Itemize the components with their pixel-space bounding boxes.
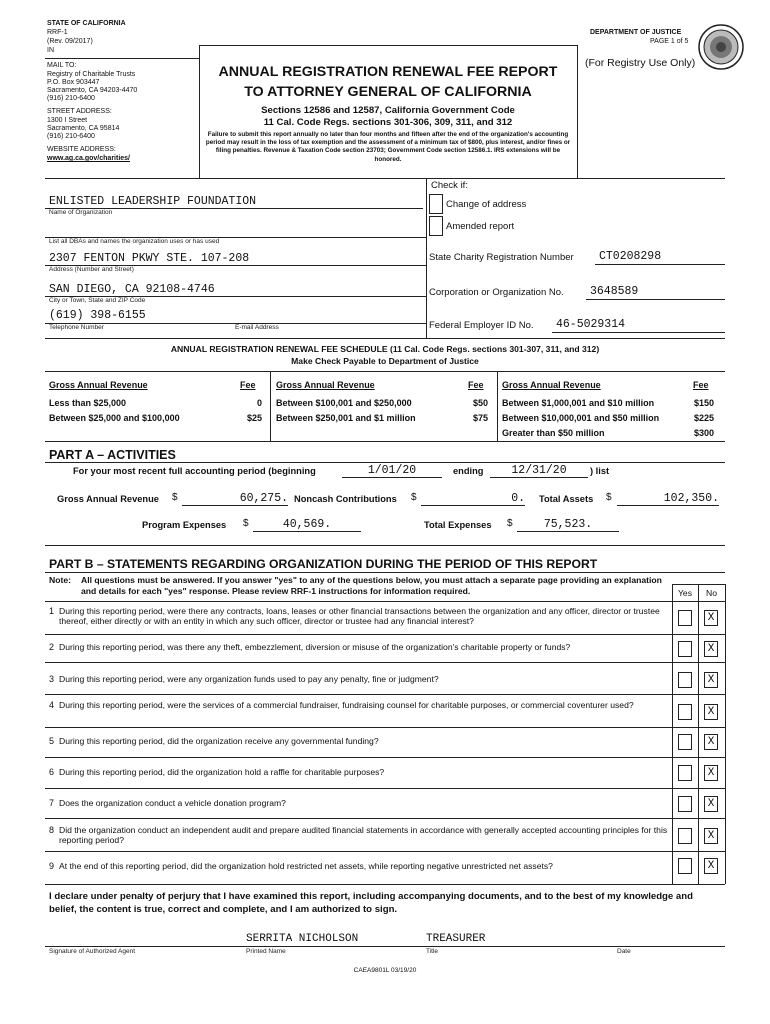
- total-assets-label: Total Assets: [539, 494, 594, 504]
- gross-revenue-label: Gross Annual Revenue: [57, 494, 159, 504]
- signature-label: Signature of Authorized Agent: [49, 948, 136, 955]
- no-header: No: [706, 588, 717, 598]
- org-name-label: Name of Organization: [49, 209, 113, 216]
- charity-reg-value[interactable]: CT0208298: [599, 250, 662, 263]
- sections-line2: 11 Cal. Code Regs. sections 301-306, 309, 311, and 312: [263, 117, 513, 128]
- change-address-checkbox[interactable]: [429, 194, 443, 214]
- email-label: E-mail Address: [235, 324, 279, 331]
- form-rev: (Rev. 09/2017): [47, 38, 93, 45]
- col-revenue-header: Gross Annual Revenue: [49, 380, 148, 390]
- fee-range: Between $25,000 and $100,000: [49, 413, 180, 423]
- street-label: STREET ADDRESS:: [47, 108, 112, 115]
- dollar-sign: $: [411, 492, 417, 503]
- org-name-value[interactable]: ENLISTED LEADERSHIP FOUNDATION: [49, 195, 257, 208]
- no-checkbox[interactable]: X: [704, 765, 718, 781]
- noncash-label: Noncash Contributions: [294, 494, 397, 504]
- schedule-title: ANNUAL REGISTRATION RENEWAL FEE SCHEDULE (11 Cal. Code Regs. sections 301-307, 311, and 312): [170, 344, 600, 354]
- phone-label: Telephone Number: [49, 324, 104, 331]
- form-title-line2: TO ATTORNEY GENERAL OF CALIFORNIA: [244, 84, 532, 100]
- filing-warning: Failure to submit this report annually no later than four months and fifteen after the end of the organization's accounting period may result in the loss of tax exemption and the assessment of a minimum tax of $800, plus interest, and/or fines or filing penalties. Revenue & Taxation Code section 23703; Government Code section 12586.1. IRS extensions will be honored.: [205, 131, 571, 163]
- period-end-field[interactable]: 12/31/20: [490, 464, 588, 478]
- no-checkbox[interactable]: X: [704, 641, 718, 657]
- fee-amount: $75: [472, 413, 488, 423]
- no-checkbox[interactable]: X: [704, 704, 718, 720]
- mail-line: (916) 210-6400: [47, 95, 95, 102]
- state-label: STATE OF CALIFORNIA: [47, 20, 126, 27]
- form-code: CAEA9801L 03/19/20: [353, 967, 417, 974]
- change-address-label: Change of address: [446, 199, 527, 210]
- mail-to-label: MAIL TO:: [47, 62, 77, 69]
- col-fee-header: Fee: [468, 380, 484, 390]
- question-text: During this reporting period, did the organization hold a raffle for charitable purposes?: [59, 767, 385, 777]
- fee-range: Between $10,000,001 and $50 million: [502, 413, 660, 423]
- corp-no-value[interactable]: 3648589: [590, 285, 639, 298]
- fee-amount: $50: [472, 398, 488, 408]
- question-number: 8: [49, 825, 55, 835]
- col-revenue-header: Gross Annual Revenue: [502, 380, 601, 390]
- col-fee-header: Fee: [240, 380, 256, 390]
- question-number: 1: [49, 606, 55, 616]
- form-id: RRF-1: [47, 29, 68, 36]
- question-text: During this reporting period, were there any contracts, loans, leases or other financial transactions between the organization and any officer, director or trustee thereof, either directly or with an entity in which any such officer, director or trustee had any financial interest?: [59, 606, 660, 626]
- amended-report-checkbox[interactable]: [429, 216, 443, 236]
- fee-amount: $25: [246, 413, 262, 423]
- dollar-sign: $: [172, 492, 178, 503]
- yes-checkbox[interactable]: [678, 828, 692, 844]
- dollar-sign: $: [507, 518, 513, 529]
- question-text: At the end of this reporting period, did the organization hold restricted net assets, while reporting negative unrestricted net assets?: [59, 861, 553, 871]
- address-value[interactable]: 2307 FENTON PKWY STE. 107-208: [49, 252, 250, 265]
- registry-use-label: (For Registry Use Only): [585, 57, 696, 69]
- declaration-text: I declare under penalty of perjury that I have examined this report, including accompanying documents, and to the best of my knowledge and belief, the content is true, correct and complete, and I am authorized to sign.: [49, 891, 693, 915]
- phone-value[interactable]: (619) 398-6155: [49, 309, 146, 322]
- dba-label: List all DBAs and names the organization uses or has used: [49, 238, 220, 245]
- program-expenses-field[interactable]: 40,569.: [253, 518, 361, 532]
- yes-checkbox[interactable]: [678, 610, 692, 626]
- question-number: 9: [49, 861, 55, 871]
- no-checkbox[interactable]: X: [704, 672, 718, 688]
- yes-checkbox[interactable]: [678, 858, 692, 874]
- street-line: (916) 210-6400: [47, 133, 95, 140]
- question-number: 3: [49, 674, 55, 684]
- fee-range: Between $250,001 and $1 million: [276, 413, 416, 423]
- yes-checkbox[interactable]: [678, 672, 692, 688]
- question-text: During this reporting period, were the services of a commercial fundraiser, fundraising counsel for charitable purposes, or commercial coventurer used?: [59, 700, 634, 710]
- website-link[interactable]: www.ag.ca.gov/charities/: [47, 155, 130, 162]
- noncash-field[interactable]: 0.: [421, 492, 525, 506]
- question-number: 5: [49, 736, 55, 746]
- fee-range: Between $1,000,001 and $10 million: [502, 398, 655, 408]
- question-text: During this reporting period, did the organization receive any governmental funding?: [59, 736, 379, 746]
- yes-checkbox[interactable]: [678, 765, 692, 781]
- col-revenue-header: Gross Annual Revenue: [276, 380, 375, 390]
- question-text: Did the organization conduct an independent audit and prepare audited financial statements in accordance with generally accepted accounting principles for this reporting period?: [59, 825, 668, 845]
- period-label: For your most recent full accounting period (beginning: [73, 466, 316, 476]
- question-text: During this reporting period, was there any theft, embezzlement, diversion or misuse of the organization's charitable property or funds?: [59, 642, 571, 652]
- city-label: City or Town, State and ZIP Code: [49, 297, 146, 304]
- corp-no-label: Corporation or Organization No.: [429, 287, 564, 298]
- part-b-note: All questions must be answered. If you answer "yes" to any of the questions below, you must attach a separate page providing an explanation and details for each "yes" response. Please review RRF-1 instructions for information required.: [81, 575, 662, 596]
- list-label: ) list: [590, 466, 610, 476]
- fee-amount: $300: [693, 428, 714, 438]
- yes-header: Yes: [677, 588, 693, 598]
- part-b-title: PART B – STATEMENTS REGARDING ORGANIZATION DURING THE PERIOD OF THIS REPORT: [49, 557, 598, 571]
- dollar-sign: $: [606, 492, 612, 503]
- no-checkbox[interactable]: X: [704, 858, 718, 874]
- mail-line: P.O. Box 903447: [47, 79, 100, 86]
- schedule-subtitle: Make Check Payable to Department of Justice: [291, 356, 479, 366]
- street-line: Sacramento, CA 95814: [47, 125, 120, 132]
- part-a-title: PART A – ACTIVITIES: [49, 448, 176, 462]
- form-in: IN: [47, 47, 54, 54]
- program-expenses-label: Program Expenses: [142, 520, 227, 530]
- fee-amount: $150: [693, 398, 714, 408]
- fee-amount: 0: [256, 398, 262, 408]
- fee-amount: $225: [693, 413, 714, 423]
- title-value[interactable]: TREASURER: [426, 933, 486, 945]
- address-label: Address (Number and Street): [49, 266, 134, 273]
- question-number: 2: [49, 642, 55, 652]
- question-number: 7: [49, 798, 55, 808]
- question-text: During this reporting period, were any organization funds used to pay any penalty, fine or judgment?: [59, 674, 439, 684]
- fee-range: Less than $25,000: [49, 398, 127, 408]
- california-seal-icon: [697, 23, 745, 71]
- mail-line: Sacramento, CA 94203-4470: [47, 87, 138, 94]
- gross-revenue-field[interactable]: 60,275.: [182, 492, 288, 506]
- yes-checkbox[interactable]: [678, 641, 692, 657]
- question-text: Does the organization conduct a vehicle donation program?: [59, 798, 286, 808]
- total-assets-field[interactable]: 102,350.: [617, 492, 719, 506]
- yes-checkbox[interactable]: [678, 796, 692, 812]
- mail-line: Registry of Charitable Trusts: [47, 71, 136, 78]
- website-label: WEBSITE ADDRESS:: [47, 146, 116, 153]
- dollar-sign: $: [243, 518, 249, 529]
- yes-checkbox[interactable]: [678, 704, 692, 720]
- city-value[interactable]: SAN DIEGO, CA 92108-4746: [49, 283, 215, 296]
- printed-name-label: Printed Name: [246, 948, 286, 955]
- fein-label: Federal Employer ID No.: [429, 320, 534, 331]
- col-fee-header: Fee: [693, 380, 709, 390]
- no-checkbox[interactable]: X: [704, 610, 718, 626]
- charity-reg-label: State Charity Registration Number: [429, 252, 574, 263]
- date-label: Date: [617, 948, 631, 955]
- no-checkbox[interactable]: X: [704, 734, 718, 750]
- total-expenses-field[interactable]: 75,523.: [517, 518, 619, 532]
- note-label: Note:: [49, 575, 71, 585]
- page-number: PAGE 1 of 5: [650, 38, 689, 45]
- fee-range: Greater than $50 million: [502, 428, 605, 438]
- department-label: DEPARTMENT OF JUSTICE: [590, 29, 682, 36]
- ending-label: ending: [453, 466, 484, 476]
- title-label: Title: [426, 948, 439, 955]
- amended-report-label: Amended report: [446, 221, 515, 232]
- fee-range: Between $100,001 and $250,000: [276, 398, 412, 408]
- question-number: 6: [49, 767, 55, 777]
- yes-checkbox[interactable]: [678, 734, 692, 750]
- street-line: 1300 I Street: [47, 117, 88, 124]
- period-begin-field[interactable]: 1/01/20: [342, 464, 442, 478]
- no-checkbox[interactable]: X: [704, 828, 718, 844]
- total-expenses-label: Total Expenses: [424, 520, 492, 530]
- question-number: 4: [49, 700, 55, 710]
- printed-name-value[interactable]: SERRITA NICHOLSON: [246, 933, 359, 945]
- check-if-label: Check if:: [431, 180, 468, 191]
- sections-line1: Sections 12586 and 12587, California Government Code: [261, 105, 515, 116]
- form-title-line1: ANNUAL REGISTRATION RENEWAL FEE REPORT: [218, 64, 558, 80]
- fein-value[interactable]: 46-5029314: [556, 318, 626, 331]
- no-checkbox[interactable]: X: [704, 796, 718, 812]
